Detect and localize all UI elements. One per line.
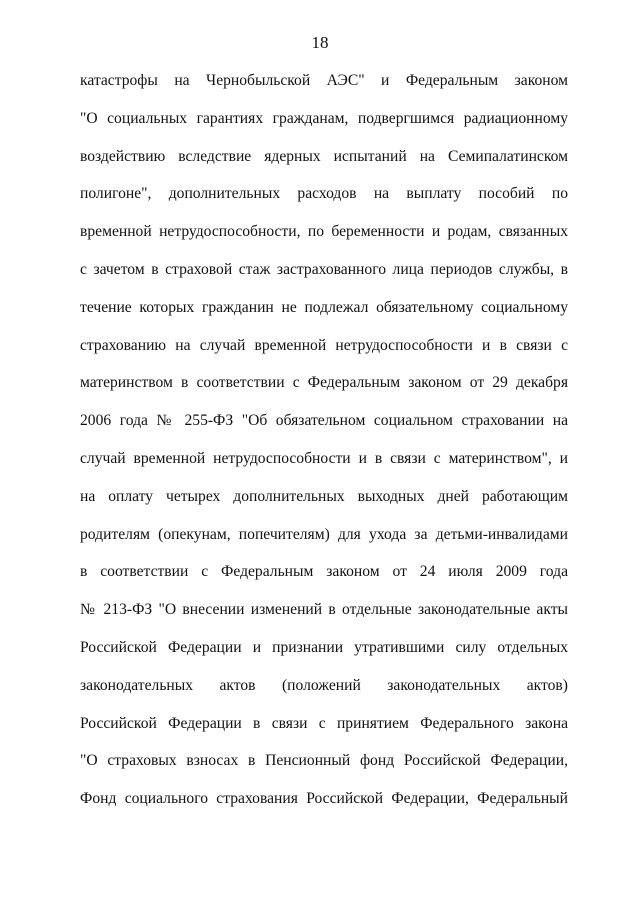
text-line: материнством в соответствии с Федеральным законом от 29 декабря xyxy=(80,374,568,392)
text-line: Российской Федерации и признании утратившими силу отдельных xyxy=(80,638,568,656)
text-line: Фонд социального страхования Российской Федерации, Федеральный xyxy=(80,790,568,808)
page-number: 18 xyxy=(311,33,329,52)
text-line: 2006 года № 255-ФЗ "Об обязательном социальном страховании на xyxy=(80,412,568,430)
text-line: полигоне", дополнительных расходов на выплату пособий по xyxy=(80,185,568,203)
text-line: течение которых гражданин не подлежал обязательному социальному xyxy=(80,298,568,316)
text-line: временной нетрудоспособности, по беременности и родам, связанных xyxy=(80,223,568,241)
body-paragraph xyxy=(80,62,568,818)
text-line: "О страховых взносах в Пенсионный фонд Российской Федерации, xyxy=(80,752,568,770)
text-line: с зачетом в страховой стаж застрахованного лица периодов службы, в xyxy=(80,260,568,278)
text-line: в соответствии с Федеральным законом от 24 июля 2009 года xyxy=(80,563,568,581)
text-line: на оплату четырех дополнительных выходных дней работающим xyxy=(80,487,568,505)
text-line: катастрофы на Чернобыльской АЭС" и Федеральным законом xyxy=(80,72,568,89)
text-line: № 213-ФЗ "О внесении изменений в отдельные законодательные акты xyxy=(80,601,568,619)
text-line: страхованию на случай временной нетрудоспособности и в связи с xyxy=(80,336,568,354)
text-line: Российской Федерации в связи с принятием Федерального закона xyxy=(80,714,568,732)
text-line: законодательных актов (положений законодательных актов) xyxy=(80,676,568,694)
text-line: случай временной нетрудоспособности и в связи с материнством", и xyxy=(80,449,568,467)
text-line: "О социальных гарантиях гражданам, подвергшимся радиационному xyxy=(80,109,568,127)
text-line: родителям (опекунам, попечителям) для ухода за детьми-инвалидами xyxy=(80,525,568,543)
text-line: воздействию вследствие ядерных испытаний на Семипалатинском xyxy=(80,147,568,165)
